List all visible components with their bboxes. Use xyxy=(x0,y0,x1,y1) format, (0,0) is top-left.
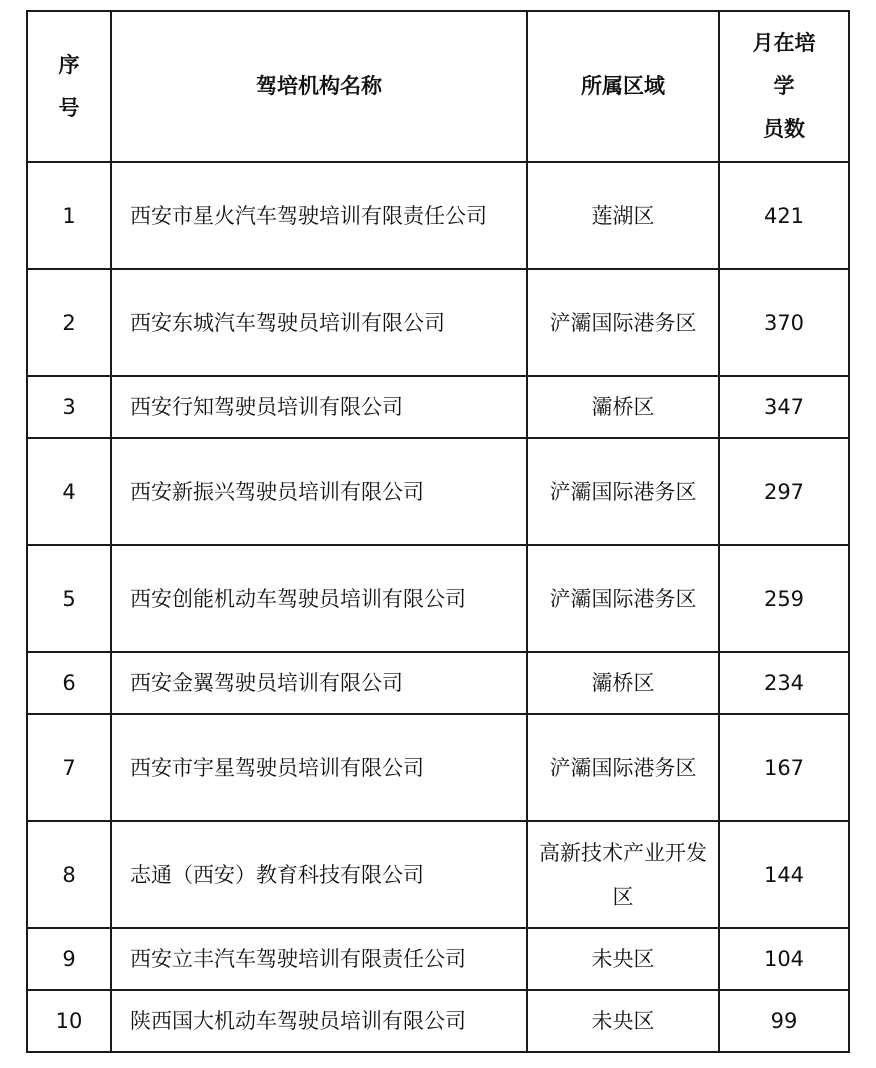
row-name: 西安行知驾驶员培训有限公司 xyxy=(111,376,527,438)
row-index: 2 xyxy=(27,269,111,376)
row-area: 浐灞国际港务区 xyxy=(527,714,719,821)
table-body xyxy=(27,162,849,1052)
table-row xyxy=(27,162,849,269)
row-area: 浐灞国际港务区 xyxy=(527,545,719,652)
row-area: 莲湖区 xyxy=(527,162,719,269)
header-row xyxy=(27,11,849,162)
row-name: 西安东城汽车驾驶员培训有限公司 xyxy=(111,269,527,376)
row-count: 104 xyxy=(719,928,849,990)
row-count: 99 xyxy=(719,990,849,1052)
row-name: 志通（西安）教育科技有限公司 xyxy=(111,821,527,928)
row-count: 297 xyxy=(719,438,849,545)
header-area: 所属区域 xyxy=(527,11,719,162)
header-count-line1: 月在培 xyxy=(752,31,816,55)
row-index: 5 xyxy=(27,545,111,652)
row-area: 高新技术产业开发区 xyxy=(527,821,719,928)
row-index: 8 xyxy=(27,821,111,928)
row-index: 4 xyxy=(27,438,111,545)
row-area: 灞桥区 xyxy=(527,376,719,438)
row-area: 未央区 xyxy=(527,928,719,990)
table-row xyxy=(27,821,849,928)
header-count-line3: 员数 xyxy=(763,117,805,141)
row-area: 浐灞国际港务区 xyxy=(527,269,719,376)
row-area: 灞桥区 xyxy=(527,652,719,714)
header-count-line2: 学 xyxy=(773,74,795,98)
row-name: 西安市宇星驾驶员培训有限公司 xyxy=(111,714,527,821)
row-count: 370 xyxy=(719,269,849,376)
header-index xyxy=(27,11,111,162)
row-area: 未央区 xyxy=(527,990,719,1052)
row-index: 6 xyxy=(27,652,111,714)
header-index-line2: 号 xyxy=(58,95,80,120)
row-count: 167 xyxy=(719,714,849,821)
table-row xyxy=(27,376,849,438)
row-area: 浐灞国际港务区 xyxy=(527,438,719,545)
table-row xyxy=(27,990,849,1052)
row-index: 10 xyxy=(27,990,111,1052)
row-count: 234 xyxy=(719,652,849,714)
row-index: 1 xyxy=(27,162,111,269)
header-count xyxy=(719,11,849,162)
row-index: 7 xyxy=(27,714,111,821)
table-row xyxy=(27,438,849,545)
table-row xyxy=(27,652,849,714)
table-row xyxy=(27,928,849,990)
table-row xyxy=(27,269,849,376)
row-index: 3 xyxy=(27,376,111,438)
row-name: 西安立丰汽车驾驶培训有限责任公司 xyxy=(111,928,527,990)
row-count: 259 xyxy=(719,545,849,652)
header-index-line1: 序 xyxy=(58,52,80,77)
row-count: 421 xyxy=(719,162,849,269)
driving-school-table xyxy=(26,10,850,1053)
row-count: 347 xyxy=(719,376,849,438)
row-name: 西安创能机动车驾驶员培训有限公司 xyxy=(111,545,527,652)
row-count: 144 xyxy=(719,821,849,928)
row-name: 西安金翼驾驶员培训有限公司 xyxy=(111,652,527,714)
header-name: 驾培机构名称 xyxy=(111,11,527,162)
table-row xyxy=(27,545,849,652)
row-index: 9 xyxy=(27,928,111,990)
table-row xyxy=(27,714,849,821)
row-name: 西安新振兴驾驶员培训有限公司 xyxy=(111,438,527,545)
row-name: 陕西国大机动车驾驶员培训有限公司 xyxy=(111,990,527,1052)
row-name: 西安市星火汽车驾驶培训有限责任公司 xyxy=(111,162,527,269)
